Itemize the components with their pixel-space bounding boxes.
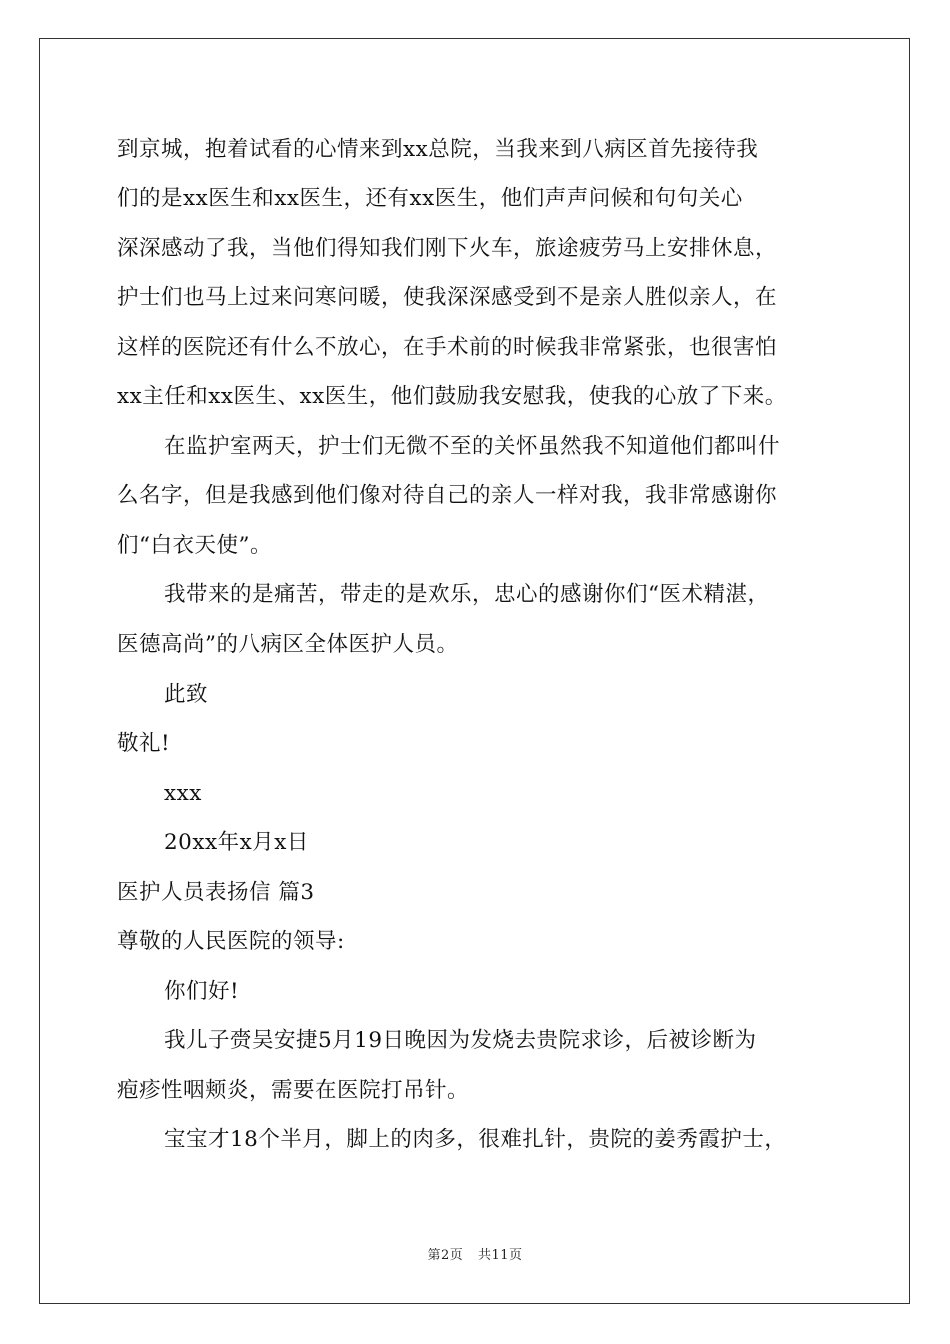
letter-greeting: 尊敬的人民医院的领导: bbox=[117, 929, 345, 954]
closing-salutation: 此致 bbox=[164, 682, 209, 707]
closing-regards: 敬礼! bbox=[117, 731, 171, 756]
text-line: 这样的医院还有什么不放心，在手术前的时候我非常紧张，也很害怕 bbox=[117, 335, 778, 360]
text-line: 医德高尚”的八病区全体医护人员。 bbox=[117, 632, 459, 657]
text-line: 在监护室两天，护士们无微不至的关怀虽然我不知道他们都叫什 bbox=[164, 434, 781, 459]
page-number: 第2页 bbox=[427, 1248, 464, 1263]
text-line: 们的是xx医生和xx医生，还有xx医生，他们声声问候和句句关心 bbox=[117, 186, 743, 211]
text-line: 么名字，但是我感到他们像对待自己的亲人一样对我，我非常感谢你 bbox=[117, 483, 778, 508]
date: 20xx年x月x日 bbox=[164, 830, 309, 855]
text-line: 宝宝才18个半月，脚上的肉多，很难扎针，贵院的姜秀霞护士， bbox=[164, 1127, 787, 1152]
section-heading: 医护人员表扬信 篇3 bbox=[117, 880, 315, 905]
signature: xxx bbox=[164, 781, 202, 806]
text-line: 你们好! bbox=[164, 979, 240, 1004]
text-line: 护士们也马上过来问寒问暖，使我深深感受到不是亲人胜似亲人，在 bbox=[117, 285, 778, 310]
text-line: 们“白衣天使”。 bbox=[117, 533, 272, 558]
text-line: xx主任和xx医生、xx医生，他们鼓励我安慰我，使我的心放了下来。 bbox=[117, 384, 787, 409]
text-line: 疱疹性咽颊炎，需要在医院打吊针。 bbox=[117, 1078, 470, 1103]
text-line: 到京城，抱着试看的心情来到xx总院，当我来到八病区首先接待我 bbox=[117, 137, 759, 162]
page-border bbox=[39, 38, 910, 1304]
text-line: 我带来的是痛苦，带走的是欢乐，忠心的感谢你们“医术精湛， bbox=[164, 582, 770, 607]
text-line: 我儿子赍吴安捷5月19日晚因为发烧去贵院求诊，后被诊断为 bbox=[164, 1028, 757, 1053]
page-total: 共11页 bbox=[477, 1248, 523, 1263]
text-line: 深深感动了我，当他们得知我们刚下火车，旅途疲劳马上安排休息， bbox=[117, 236, 778, 261]
page-footer bbox=[0, 1244, 950, 1263]
